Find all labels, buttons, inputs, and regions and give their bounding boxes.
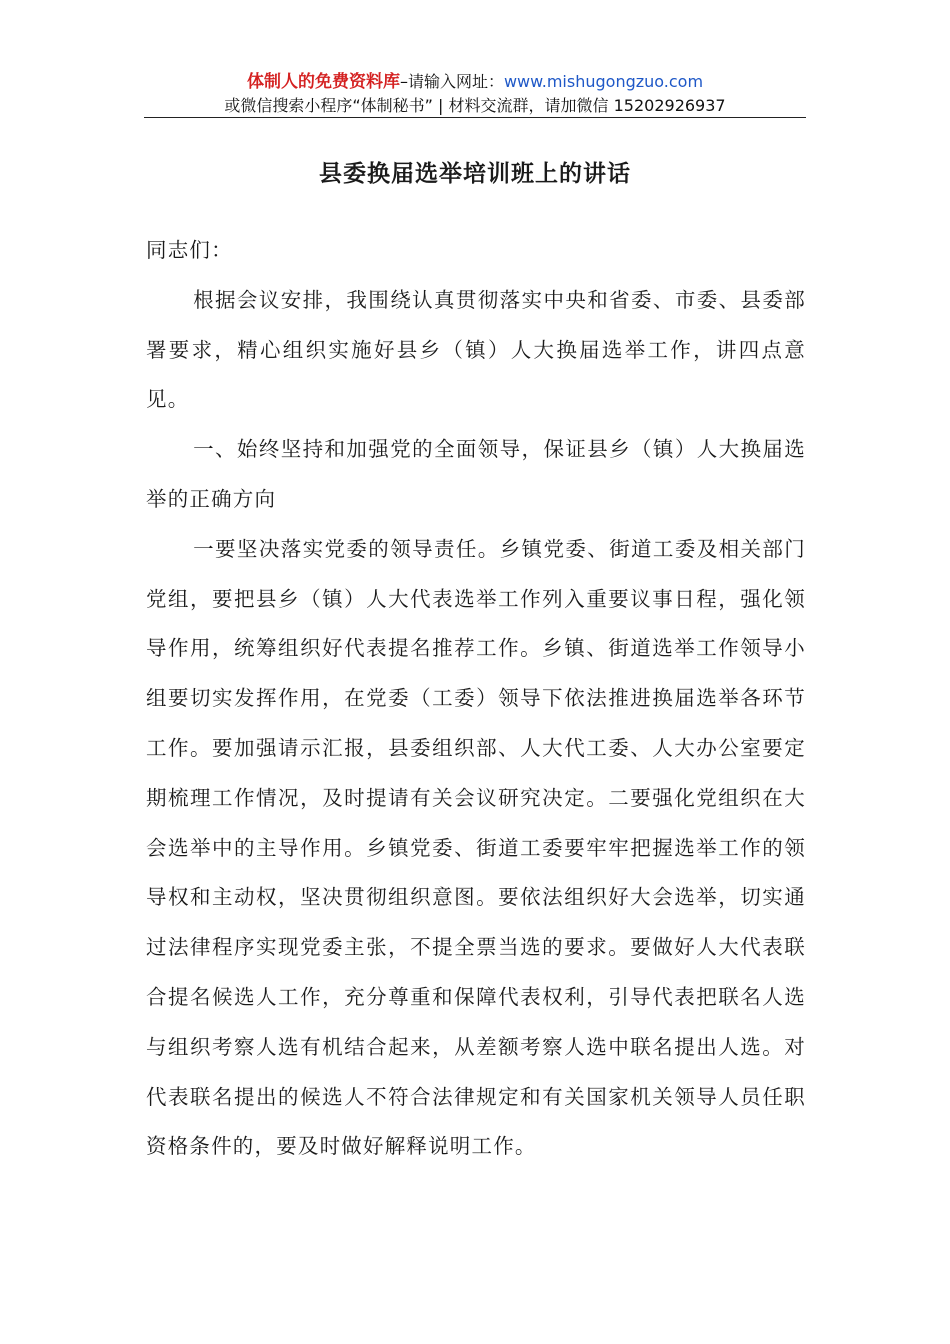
document-body	[146, 226, 806, 1172]
header-line-1	[144, 70, 806, 94]
paragraph-intro: 根据会议安排，我围绕认真贯彻落实中央和省委、市委、县委部署要求，精心组织实施好县乡（镇）人大换届选举工作，讲四点意见。	[146, 287, 806, 412]
header-divider	[144, 117, 806, 118]
paragraph-section-1: 一要坚决落实党委的领导责任。乡镇党委、街道工委及相关部门党组，要把县乡（镇）人大代表选举工作列入重要议事日程，强化领导作用，统筹组织好代表提名推荐工作。乡镇、街道选举工作领导小组要切实发挥作用，在党委（工委）领导下依法推进换届选举各环节工作。要加强请示汇报，县委组织部、人大代工委、人大办公室要定期梳理工作情况，及时提请有关会议研究决定。二要强化党组织在大会选举中的主导作用。乡镇党委、街道工委要牢牢把握选举工作的领导权和主动权，坚决贯彻组织意图。要依法组织好大会选举，切实通过法律程序实现党委主张，不提全票当选的要求。要做好人大代表联合提名候选人工作，充分尊重和保障代表权利，引导代表把联名人选与组织考察人选有机结合起来，从差额考察人选中联名提出人选。对代表联名提出的候选人不符合法律规定和有关国家机关领导人员任职资格条件的，要及时做好解释说明工作。	[146, 536, 806, 1159]
document-title: 县委换届选举培训班上的讲话	[319, 160, 631, 187]
header-brand: 体制人的免费资料库	[246, 72, 400, 92]
section-heading-1: 一、始终坚持和加强党的全面领导，保证县乡（镇）人大换届选举的正确方向	[146, 437, 806, 511]
header-url-prompt: –请输入网址：	[399, 72, 504, 91]
header-url-link[interactable]: www.mishugongzuo.com	[503, 72, 704, 91]
header-line-2: 或微信搜索小程序“体制秘书” | 材料交流群，请加微信 15202926937	[224, 96, 726, 115]
salutation: 同志们：	[146, 238, 233, 262]
watermark-header	[144, 70, 806, 118]
